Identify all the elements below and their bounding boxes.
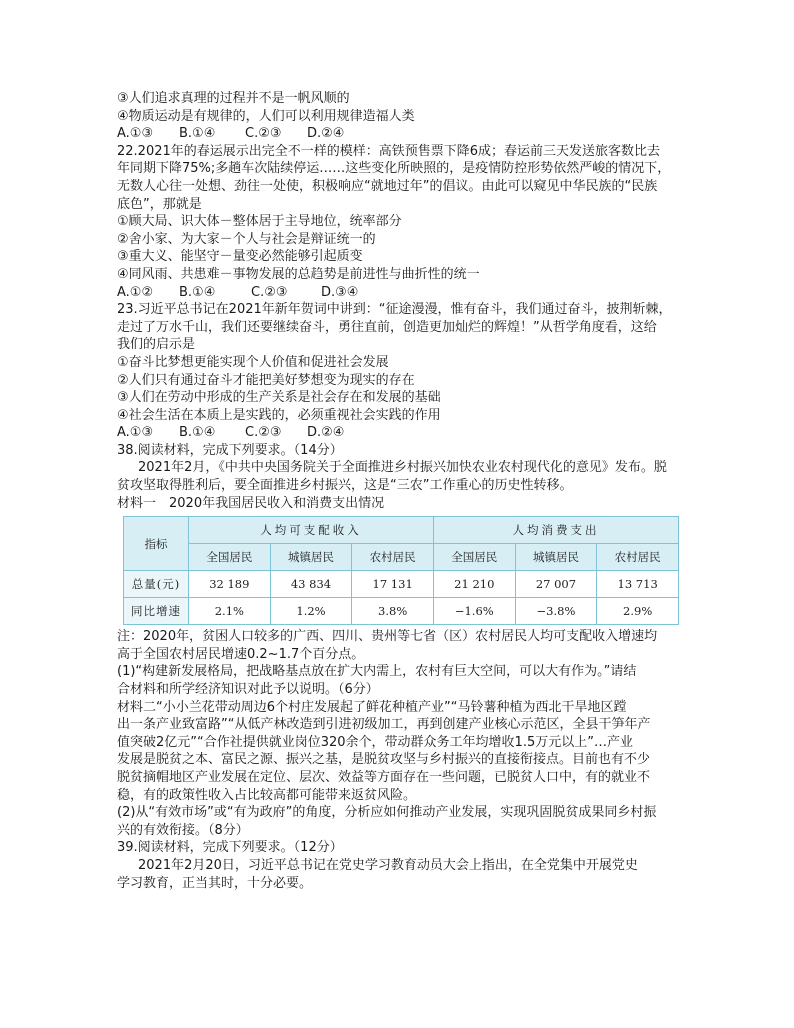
sub-question-2-line: 兴的有效衔接。（8分） — [117, 822, 249, 838]
q23-item-3: ③人们在劳动中形成的生产关系是社会存在和发展的基础 — [117, 390, 441, 406]
q21-item-3: ③人们追求真理的过程并不是一帆风顺的 — [117, 91, 350, 106]
table-cell: 3.8% — [352, 598, 434, 625]
q38-intro-line: 贫攻坚取得胜利后，要全面推进乡村振兴，这是“三农”工作重心的历史性转移。 — [117, 478, 573, 494]
option-c: C.②③ — [245, 126, 282, 142]
group-header-income: 人均可支配收入 — [189, 517, 434, 544]
row-label: 同比增速 — [124, 598, 189, 625]
option-b: B.①④ — [179, 425, 216, 441]
column-header: 全国居民 — [189, 544, 271, 571]
q23-stem-line: 走过了万水千山，我们还要继续奋斗，勇往直前，创造更加灿烂的辉煌！”从哲学角度看，这给 — [117, 319, 657, 335]
material-2-line: 脱贫摘帽地区产业发展在定位、层次、效益等方面存在一些问题，已脱贫人口中，有的就业不 — [117, 770, 651, 785]
option-d: D.②④ — [307, 126, 345, 142]
table-subheader-row — [124, 544, 679, 571]
q21-options — [117, 125, 679, 143]
table-note-line: 高于全国农村居民增速0.2~1.7个百分点。 — [117, 646, 365, 662]
option-d: D.②④ — [307, 425, 345, 441]
q39-body-line: 学习教育，正当其时，十分必要。 — [117, 875, 313, 891]
table-row — [124, 571, 679, 598]
table-cell: 13 713 — [597, 571, 679, 598]
q22-item-3: ③重大义、能坚守－量变必然能够引起质变 — [117, 249, 363, 265]
q39-body-line: 2021年2月20日，习近平总书记在党史学习教育动员大会上指出，在全党集中开展党史 — [138, 857, 638, 873]
table-cell: 1.2% — [270, 598, 352, 625]
option-a: A.①③ — [117, 126, 154, 142]
table-corner-header: 指标 — [124, 517, 189, 571]
q23-options — [117, 424, 679, 442]
option-c: C.②③ — [245, 425, 282, 441]
income-table — [123, 516, 679, 625]
q23-item-1: ①奋斗比梦想更能实现个人价值和促进社会发展 — [117, 354, 389, 370]
question-39 — [117, 839, 679, 892]
option-c: C.②③ — [251, 284, 288, 300]
option-a: A.①③ — [117, 425, 154, 441]
table-cell: 43 834 — [270, 571, 352, 598]
column-header: 城镇居民 — [515, 544, 597, 571]
q38-title: 38.阅读材料，完成下列要求。（14分） — [117, 442, 343, 458]
q22-stem-line: 22.2021年的春运展示出完全不一样的模样：高铁预售票下降6成；春运前三天发送旅客数比去 — [117, 143, 661, 159]
q38-intro-line: 2021年2月，《中共中央国务院关于全面推进乡村振兴加快农业农村现代化的意见》发布。脱 — [138, 460, 667, 476]
option-a: A.①② — [117, 284, 154, 300]
question-22 — [117, 143, 679, 301]
column-header: 城镇居民 — [270, 544, 352, 571]
table-cell: 2.1% — [189, 598, 271, 625]
table-cell: 32 189 — [189, 571, 271, 598]
q39-title: 39.阅读材料，完成下列要求。（12分） — [117, 840, 343, 856]
question-38 — [117, 442, 679, 840]
q23-item-4: ④社会生活在本质上是实践的，必须重视社会实践的作用 — [117, 407, 441, 423]
table-cell: −1.6% — [433, 598, 515, 625]
table-cell: 27 007 — [515, 571, 597, 598]
q22-stem-line: 年同期下降75%;多趟车次陆续停运……这些变化所映照的，是疫情防控形势依然严峻的情况下， — [117, 161, 671, 177]
q23-stem-line: 23.习近平总书记在2021年新年贺词中讲到：“征途漫漫，惟有奋斗，我们通过奋斗，披荆斩棘， — [117, 302, 672, 318]
question-23 — [117, 301, 679, 442]
table-cell: 17 131 — [352, 571, 434, 598]
table-note-line: 注：2020年，贫困人口较多的广西、四川、贵州等七省（区）农村居民人均可支配收入增速均 — [117, 629, 658, 645]
q22-stem-line: 无数人心往一处想、劲往一处使，积极响应“就地过年”的倡议。由此可以窥见中华民族的“民族 — [117, 178, 658, 194]
option-b: B.①④ — [179, 126, 216, 142]
q23-item-2: ②人们只有通过奋斗才能把美好梦想变为现实的存在 — [117, 372, 415, 388]
sub-question-2-line: (2)从“有效市场”或“有为政府”的角度，分析应如何推动产业发展，实现巩固脱贫成果同乡村振 — [117, 805, 657, 821]
table-cell: 21 210 — [433, 571, 515, 598]
material-1-title: 材料一 2020年我国居民收入和消费支出情况 — [117, 495, 385, 511]
material-2-line: 材料二“小小兰花带动周边6个村庄发展起了鲜花种植产业”“马铃薯种植为西北干旱地区蹚 — [117, 699, 627, 715]
column-header: 农村居民 — [352, 544, 434, 571]
q22-item-1: ①顾大局、识大体－整体居于主导地位，统率部分 — [117, 214, 402, 230]
table-cell: −3.8% — [515, 598, 597, 625]
table-row — [124, 598, 679, 625]
material-2-line: 值突破2亿元”“合作社提供就业岗位320余个，带动群众务工年均增收1.5万元以上”…产业 — [117, 734, 633, 750]
q22-item-2: ②舍小家、为大家－个人与社会是辩证统一的 — [117, 231, 376, 247]
table-header-row — [124, 517, 679, 544]
option-d: D.③④ — [321, 284, 359, 300]
q21-item-4: ④物质运动是有规律的，人们可以利用规律造福人类 — [117, 108, 415, 124]
column-header: 农村居民 — [597, 544, 679, 571]
q22-options — [117, 284, 679, 302]
material-2-line: 发展是脱贫之本、富民之源、振兴之基，是脱贫攻坚与乡村振兴的直接衔接点。目前也有不少 — [117, 752, 651, 768]
q23-stem-line: 我们的启示是 — [117, 337, 196, 353]
material-2-line: 出一条产业致富路”“从低产林改造到引进初级加工，再到创建产业核心示范区，全县干笋年产 — [117, 717, 651, 733]
sub-question-1-line: 合材料和所学经济知识对此予以说明。（6分） — [117, 682, 379, 698]
option-b: B.①④ — [179, 284, 216, 300]
row-label: 总量(元) — [124, 571, 189, 598]
sub-question-1-line: (1)“构建新发展格局，把战略基点放在扩大内需上，农村有巨大空间，可以大有作为。”请结 — [117, 664, 637, 680]
material-2-line: 稳，有的政策性收入占比较高都可能带来返贫风险。 — [117, 787, 417, 803]
q22-item-4: ④同风雨、共患难－事物发展的总趋势是前进性与曲折性的统一 — [117, 266, 480, 282]
page-content — [117, 90, 679, 892]
group-header-spending: 人均消费支出 — [433, 517, 678, 544]
q22-stem-line: 底色”，那就是 — [117, 196, 202, 212]
column-header: 全国居民 — [433, 544, 515, 571]
table-cell: 2.9% — [597, 598, 679, 625]
